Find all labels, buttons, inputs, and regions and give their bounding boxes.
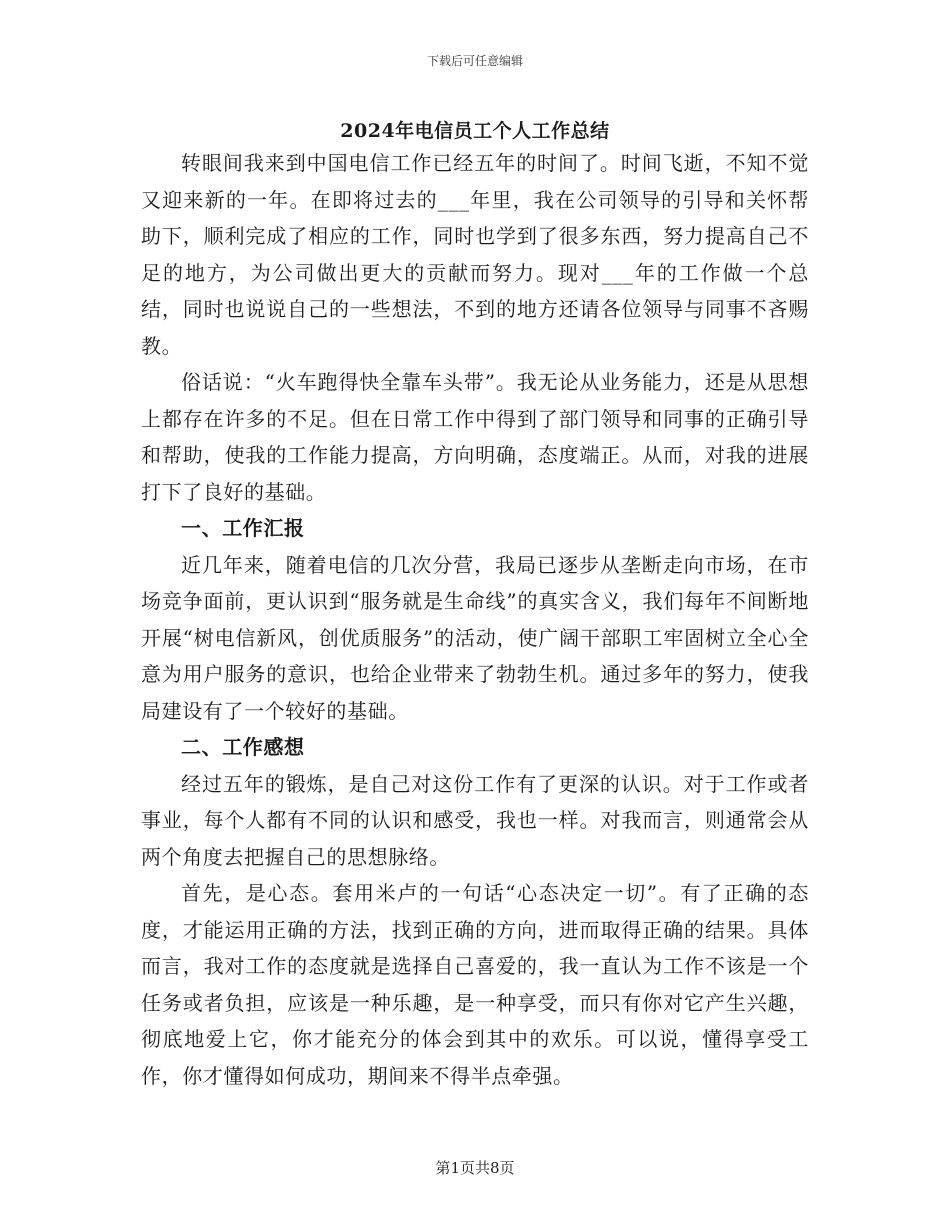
- paragraph-proverb: 俗话说：“火车跑得快全靠车头带”。我无论从业务能力，还是从思想上都存在许多的不足。但在日常工作中得到了部门领导和同事的正确引导和帮助，使我的工作能力提高，方向明确，态度端正。从而，对我的进展打下了良好的基础。: [141, 370, 809, 504]
- paragraph-attitude: 首先，是心态。套用米卢的一句话“心态决定一切”。有了正确的态度，才能运用正确的方法，找到正确的方向，进而取得正确的结果。具体而言，我对工作的态度就是选择自己喜爱的，我一直认为工作不该是一个任务或者负担，应该是一种乐趣，是一种享受，而只有你对它产生兴趣，彻底地爱上它，你才能充分的体会到其中的欢乐。可以说，懂得享受工作，你才懂得如何成功，期间来不得半点牵强。: [141, 881, 809, 1088]
- paragraph-intro: 转眼间我来到中国电信工作已经五年的时间了。时间飞逝，不知不觉又迎来新的一年。在即将过去的___年里，我在公司领导的引导和关怀帮助下，顺利完成了相应的工作，同时也学到了很多东西，努力提高自己不足的地方，为公司做出更大的贡献而努力。现对___年的工作做一个总结，同时也说说自己的一些想法，不到的地方还请各位领导与同事不吝赐教。: [141, 151, 809, 358]
- paragraph-thoughts-intro: 经过五年的锻炼，是自己对这份工作有了更深的认识。对于工作或者事业，每个人都有不同的认识和感受，我也一样。对我而言，则通常会从两个角度去把握自己的思想脉络。: [141, 771, 809, 869]
- paragraph-work-report: 近几年来，随着电信的几次分营，我局已逐步从垄断走向市场，在市场竞争面前，更认识到“服务就是生命线”的真实含义，我们每年不间断地开展“树电信新风，创优质服务”的活动，使广阔干部职工牢固树立全心全意为用户服务的意识，也给企业带来了勃勃生机。通过多年的努力，使我局建设有了一个较好的基础。: [141, 552, 809, 723]
- section-heading-work-report: 一、工作汇报: [181, 516, 305, 540]
- download-note: 下载后可任意编辑: [426, 54, 523, 68]
- section-heading-work-thoughts: 二、工作感想: [181, 735, 305, 759]
- page-indicator: 第1页共8页: [435, 1159, 515, 1177]
- document-body: [141, 145, 809, 1094]
- document-title: 2024年电信员工个人工作总结: [340, 120, 610, 142]
